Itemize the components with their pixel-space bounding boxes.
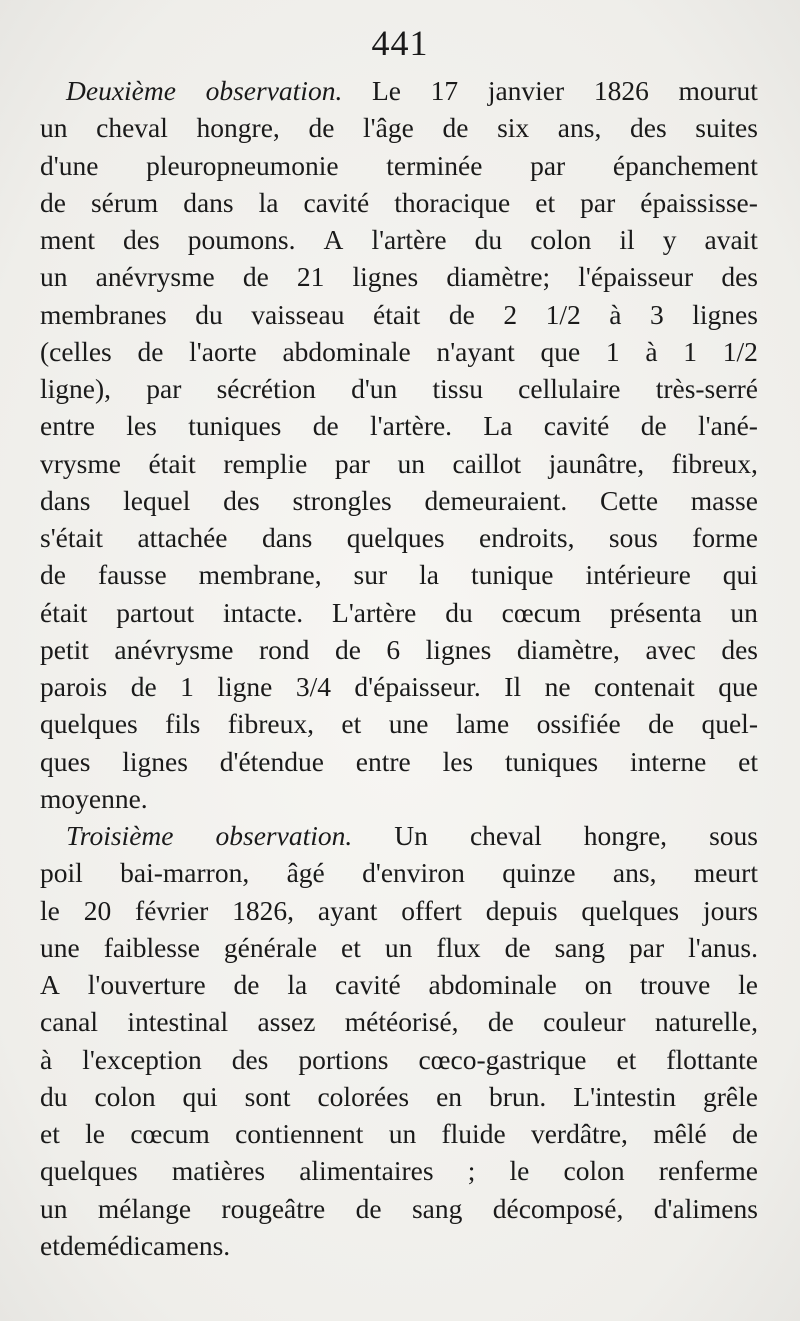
text-line — [40, 631, 758, 668]
word: 1 — [683, 335, 698, 367]
word: l'ouverture — [87, 969, 206, 1000]
text-line — [40, 184, 758, 221]
word: ossifiée — [536, 708, 621, 740]
word: abdominale — [428, 969, 557, 1000]
word: contiennent — [235, 1118, 364, 1149]
text-line — [40, 482, 758, 519]
word: mêlé — [653, 1118, 707, 1149]
word: de — [334, 633, 361, 665]
word: colon — [94, 1080, 156, 1112]
word: très-serré — [655, 373, 758, 404]
word: l'aorte — [189, 335, 257, 367]
text-line — [40, 966, 758, 1003]
word: de — [130, 671, 157, 702]
word: de — [40, 186, 66, 218]
word: des — [721, 261, 758, 293]
word: et — [341, 931, 361, 963]
text-line — [40, 296, 758, 333]
word: A — [323, 224, 344, 255]
word: hongre, — [583, 820, 668, 851]
word: que — [540, 335, 581, 367]
word: ans, — [612, 857, 657, 889]
word: ne — [544, 671, 571, 702]
word: la — [419, 559, 439, 591]
word: couleur — [543, 1006, 626, 1038]
word: avec — [645, 633, 696, 665]
word: d'alimens — [653, 1192, 758, 1224]
word: l'artère. — [370, 410, 453, 442]
word: lignes — [352, 261, 419, 293]
word: naturelle, — [654, 1006, 758, 1038]
word: présenta — [609, 596, 702, 628]
word: février — [135, 894, 209, 926]
word: interne — [629, 745, 707, 777]
word: assez — [257, 1006, 316, 1038]
word: 1/2 — [545, 298, 581, 330]
word: canal — [40, 1006, 99, 1038]
word: cœcum — [501, 596, 582, 628]
word: membranes — [40, 298, 167, 330]
word: une — [40, 931, 80, 963]
word: tuniques — [504, 745, 599, 777]
word: de — [59, 1229, 86, 1261]
word: dans — [261, 522, 313, 553]
word: poumons. — [187, 224, 296, 255]
word: portions — [298, 1043, 389, 1075]
word: les — [442, 745, 474, 777]
word: un — [388, 1118, 417, 1149]
word: grêle — [702, 1080, 758, 1112]
word: fibreux, — [671, 447, 758, 479]
word: Il — [504, 671, 522, 702]
word: rougeâtre — [221, 1192, 326, 1224]
word: en — [436, 1080, 463, 1112]
word: diamètre, — [516, 633, 620, 665]
text-line — [40, 705, 758, 742]
word: d'un — [351, 373, 398, 404]
text-line — [40, 370, 758, 407]
word: le — [85, 1118, 106, 1149]
word: abdominale — [282, 335, 411, 367]
word: verdâtre, — [530, 1118, 628, 1149]
word: cheval — [469, 820, 542, 851]
word: demeuraient. — [424, 484, 568, 516]
word: observation. — [215, 820, 353, 851]
word: il — [619, 224, 635, 255]
word: la — [287, 969, 308, 1000]
word: quelques — [40, 708, 138, 740]
word: épanchement — [612, 149, 758, 181]
word: cœco-gastrique — [418, 1043, 587, 1075]
text-line — [40, 1152, 758, 1189]
text-line — [40, 109, 758, 146]
word: ligne — [217, 671, 273, 702]
word: (celles — [40, 335, 112, 367]
word: bai-marron, — [120, 857, 250, 889]
word: moyenne. — [40, 782, 148, 814]
word: et — [341, 708, 362, 740]
word: du — [474, 224, 503, 255]
word: à — [609, 298, 622, 330]
word: sous — [608, 522, 658, 553]
word: sur — [353, 559, 388, 591]
word: cavité — [335, 969, 401, 1000]
word: fibreux, — [227, 708, 315, 740]
word: Deuxième — [66, 75, 176, 106]
word: l'exception — [82, 1043, 202, 1075]
word: et — [535, 186, 556, 218]
word: était — [148, 447, 196, 479]
word: par — [334, 447, 370, 479]
word: quel- — [701, 708, 758, 740]
word: poil — [40, 857, 83, 889]
word: masse — [690, 484, 758, 516]
word: dans — [183, 186, 234, 218]
word: parois — [40, 671, 108, 702]
word: un — [40, 112, 68, 144]
word: 2 — [503, 298, 518, 330]
word: de — [312, 410, 339, 442]
word: par — [629, 931, 665, 963]
word: caillot — [452, 447, 522, 479]
word: trouve — [640, 969, 711, 1000]
word: 20 — [83, 894, 112, 926]
word: flux — [436, 931, 481, 963]
word: un — [384, 931, 413, 963]
word: quinze — [502, 857, 576, 889]
word: cavité — [303, 186, 370, 218]
word: Le — [371, 75, 401, 106]
word: de — [732, 1118, 758, 1149]
word: par — [530, 149, 566, 181]
word: l'ané- — [698, 410, 758, 442]
text-line — [40, 1003, 758, 1040]
word: anévrysme — [114, 633, 234, 665]
word: l'anus. — [688, 931, 758, 963]
text-line — [40, 668, 758, 705]
word: était — [372, 298, 421, 330]
word: et — [738, 745, 758, 777]
word: membrane, — [198, 559, 322, 591]
text-line — [40, 72, 758, 109]
word: alimentaires — [299, 1155, 434, 1187]
word: lame — [455, 708, 510, 740]
word: un — [730, 596, 758, 628]
word: Troisième — [66, 820, 174, 851]
word: du — [195, 298, 223, 330]
word: intestinal — [127, 1006, 229, 1038]
word: d'environ — [362, 857, 465, 889]
word: 3 — [649, 298, 664, 330]
word: de — [487, 1006, 514, 1038]
word: matières — [171, 1155, 266, 1187]
word: de — [648, 708, 675, 740]
text-line — [40, 221, 758, 258]
word: sang — [554, 931, 606, 963]
word: hongre, — [196, 112, 280, 144]
text-line — [40, 594, 758, 631]
word: le — [738, 969, 758, 1000]
word: thoracique — [394, 186, 511, 218]
word: des — [223, 484, 260, 516]
word: s'était — [40, 522, 103, 553]
word: de — [640, 410, 667, 442]
word: colon — [563, 1155, 625, 1187]
word: 1 — [180, 671, 194, 702]
word: 1826, — [232, 894, 295, 926]
text-line — [40, 929, 758, 966]
word: ans, — [557, 112, 602, 144]
word: colon — [530, 224, 592, 255]
word: fils — [165, 708, 201, 740]
word: l'épaisseur — [578, 261, 694, 293]
word: La — [483, 410, 513, 442]
text-line — [40, 556, 758, 593]
text-line — [40, 445, 758, 482]
word: avait — [704, 224, 758, 255]
text-line — [40, 519, 758, 556]
word: lignes — [692, 298, 758, 330]
word: de — [40, 559, 66, 591]
text-line — [40, 854, 758, 891]
word: par — [580, 186, 616, 218]
word: ques — [40, 745, 91, 777]
word: épaississe- — [640, 186, 758, 218]
word: colorées — [317, 1080, 410, 1112]
word: L'intestin — [573, 1080, 676, 1112]
text-line — [40, 147, 758, 184]
word: d'étendue — [219, 745, 324, 777]
word: mourut — [678, 75, 758, 106]
text-line — [40, 1041, 758, 1078]
word: sous — [709, 820, 758, 851]
word: partout — [116, 596, 195, 628]
word: de — [442, 112, 469, 144]
word: de — [137, 335, 164, 367]
word: terminée — [386, 149, 483, 181]
word: strongles — [292, 484, 392, 516]
word: cheval — [96, 112, 168, 144]
word: intérieure — [585, 559, 691, 591]
word: lignes — [122, 745, 188, 777]
word: qui — [182, 1080, 218, 1112]
word: ; — [467, 1155, 476, 1187]
word: des — [123, 224, 160, 255]
word: forme — [692, 522, 758, 553]
text-line — [40, 1227, 758, 1264]
body-text — [40, 72, 758, 1264]
word: jours — [702, 894, 758, 926]
text-line — [40, 1190, 758, 1227]
word: contenait — [594, 671, 695, 702]
word: un — [40, 261, 68, 293]
word: observation. — [205, 75, 343, 106]
word: 21 — [296, 261, 325, 293]
word: 1/2 — [722, 335, 758, 367]
word: des — [231, 1043, 269, 1075]
word: les — [126, 410, 157, 442]
word: dans — [40, 484, 91, 516]
word: le — [40, 894, 60, 926]
word: quelques — [346, 522, 445, 553]
word: par — [146, 373, 182, 404]
word: cœcum — [130, 1118, 210, 1149]
word: ligne), — [40, 373, 112, 404]
word: entre — [355, 745, 411, 777]
word: le — [509, 1155, 530, 1187]
word: suites — [695, 112, 758, 144]
word: qui — [722, 559, 758, 591]
word: météorisé, — [344, 1006, 459, 1038]
word: janvier — [487, 75, 565, 106]
text-line — [40, 1115, 758, 1152]
word: jaunâtre, — [548, 447, 645, 479]
word: attachée — [137, 522, 228, 553]
word: un — [40, 1192, 68, 1224]
word: y — [662, 224, 677, 255]
word: lignes — [425, 633, 492, 665]
word: décomposé, — [492, 1192, 624, 1224]
word: l'artère — [371, 224, 447, 255]
word: que — [718, 671, 758, 702]
word: meurt — [693, 857, 758, 889]
word: endroits, — [479, 522, 575, 553]
text-line — [40, 817, 758, 854]
word: était — [40, 596, 88, 628]
word: fluide — [441, 1118, 506, 1149]
text-line — [40, 1078, 758, 1115]
word: d'épaisseur. — [354, 671, 481, 702]
word: et — [616, 1043, 637, 1075]
word: depuis — [485, 894, 558, 926]
word: vrysme — [40, 447, 121, 479]
word: cellulaire — [518, 373, 621, 404]
word: remplie — [223, 447, 308, 479]
word: et — [40, 1229, 60, 1261]
word: médicamens. — [85, 1229, 231, 1261]
word: de — [233, 969, 260, 1000]
word: sécrétion — [216, 373, 316, 404]
word: 6 — [386, 633, 401, 665]
word: 1 — [605, 335, 620, 367]
word: de — [242, 261, 269, 293]
word: ayant — [317, 894, 378, 926]
word: la — [258, 186, 279, 218]
word: rond — [259, 633, 310, 665]
text-line — [40, 258, 758, 295]
word: diamètre; — [446, 261, 551, 293]
word: du — [40, 1080, 68, 1112]
text-line — [40, 780, 758, 817]
word: A — [40, 969, 60, 1000]
word: à — [645, 335, 658, 367]
word: brun. — [489, 1080, 547, 1112]
word: n'ayant — [436, 335, 515, 367]
word: mélange — [97, 1192, 192, 1224]
word: flottante — [666, 1043, 758, 1075]
word: lequel — [123, 484, 191, 516]
word: pleuropneumonie — [146, 149, 339, 181]
word: fausse — [97, 559, 167, 591]
word: petit — [40, 633, 89, 665]
word: on — [584, 969, 613, 1000]
word: anévrysme — [95, 261, 215, 293]
word: l'âge — [363, 112, 414, 144]
word: âgé — [286, 857, 325, 889]
word: six — [497, 112, 530, 144]
word: des — [721, 633, 758, 665]
word: vaisseau — [251, 298, 345, 330]
word: Cette — [599, 484, 659, 516]
word: 3/4 — [295, 671, 331, 702]
word: de — [504, 931, 531, 963]
word: un — [397, 447, 425, 479]
word: et — [40, 1118, 60, 1149]
word: de — [355, 1192, 382, 1224]
word: sérum — [90, 186, 159, 218]
page-number: 441 — [371, 23, 429, 63]
text-line — [40, 333, 758, 370]
word: d'une — [40, 149, 99, 181]
word: des — [629, 112, 667, 144]
word: quelques — [581, 894, 680, 926]
word: du — [445, 596, 473, 628]
word: 17 — [430, 75, 459, 106]
word: cavité — [543, 410, 610, 442]
word: sang — [411, 1192, 463, 1224]
text-line — [40, 407, 758, 444]
word: une — [388, 708, 429, 740]
word: faiblesse — [103, 931, 200, 963]
word: à — [40, 1043, 53, 1075]
word: Un — [394, 820, 428, 851]
word: de — [308, 112, 335, 144]
word: tunique — [470, 559, 554, 591]
word: 1826 — [593, 75, 649, 106]
word: ment — [40, 224, 95, 255]
word: de — [448, 298, 475, 330]
word: quelques — [40, 1155, 138, 1187]
word: L'artère — [332, 596, 417, 628]
word: entre — [40, 410, 95, 442]
word: tissu — [432, 373, 483, 404]
word: offert — [401, 894, 462, 926]
text-line — [40, 743, 758, 780]
word: tuniques — [188, 410, 282, 442]
word: intacte. — [223, 596, 304, 628]
word: renferme — [658, 1155, 758, 1187]
text-line — [40, 892, 758, 929]
word: sont — [244, 1080, 291, 1112]
word: générale — [223, 931, 318, 963]
